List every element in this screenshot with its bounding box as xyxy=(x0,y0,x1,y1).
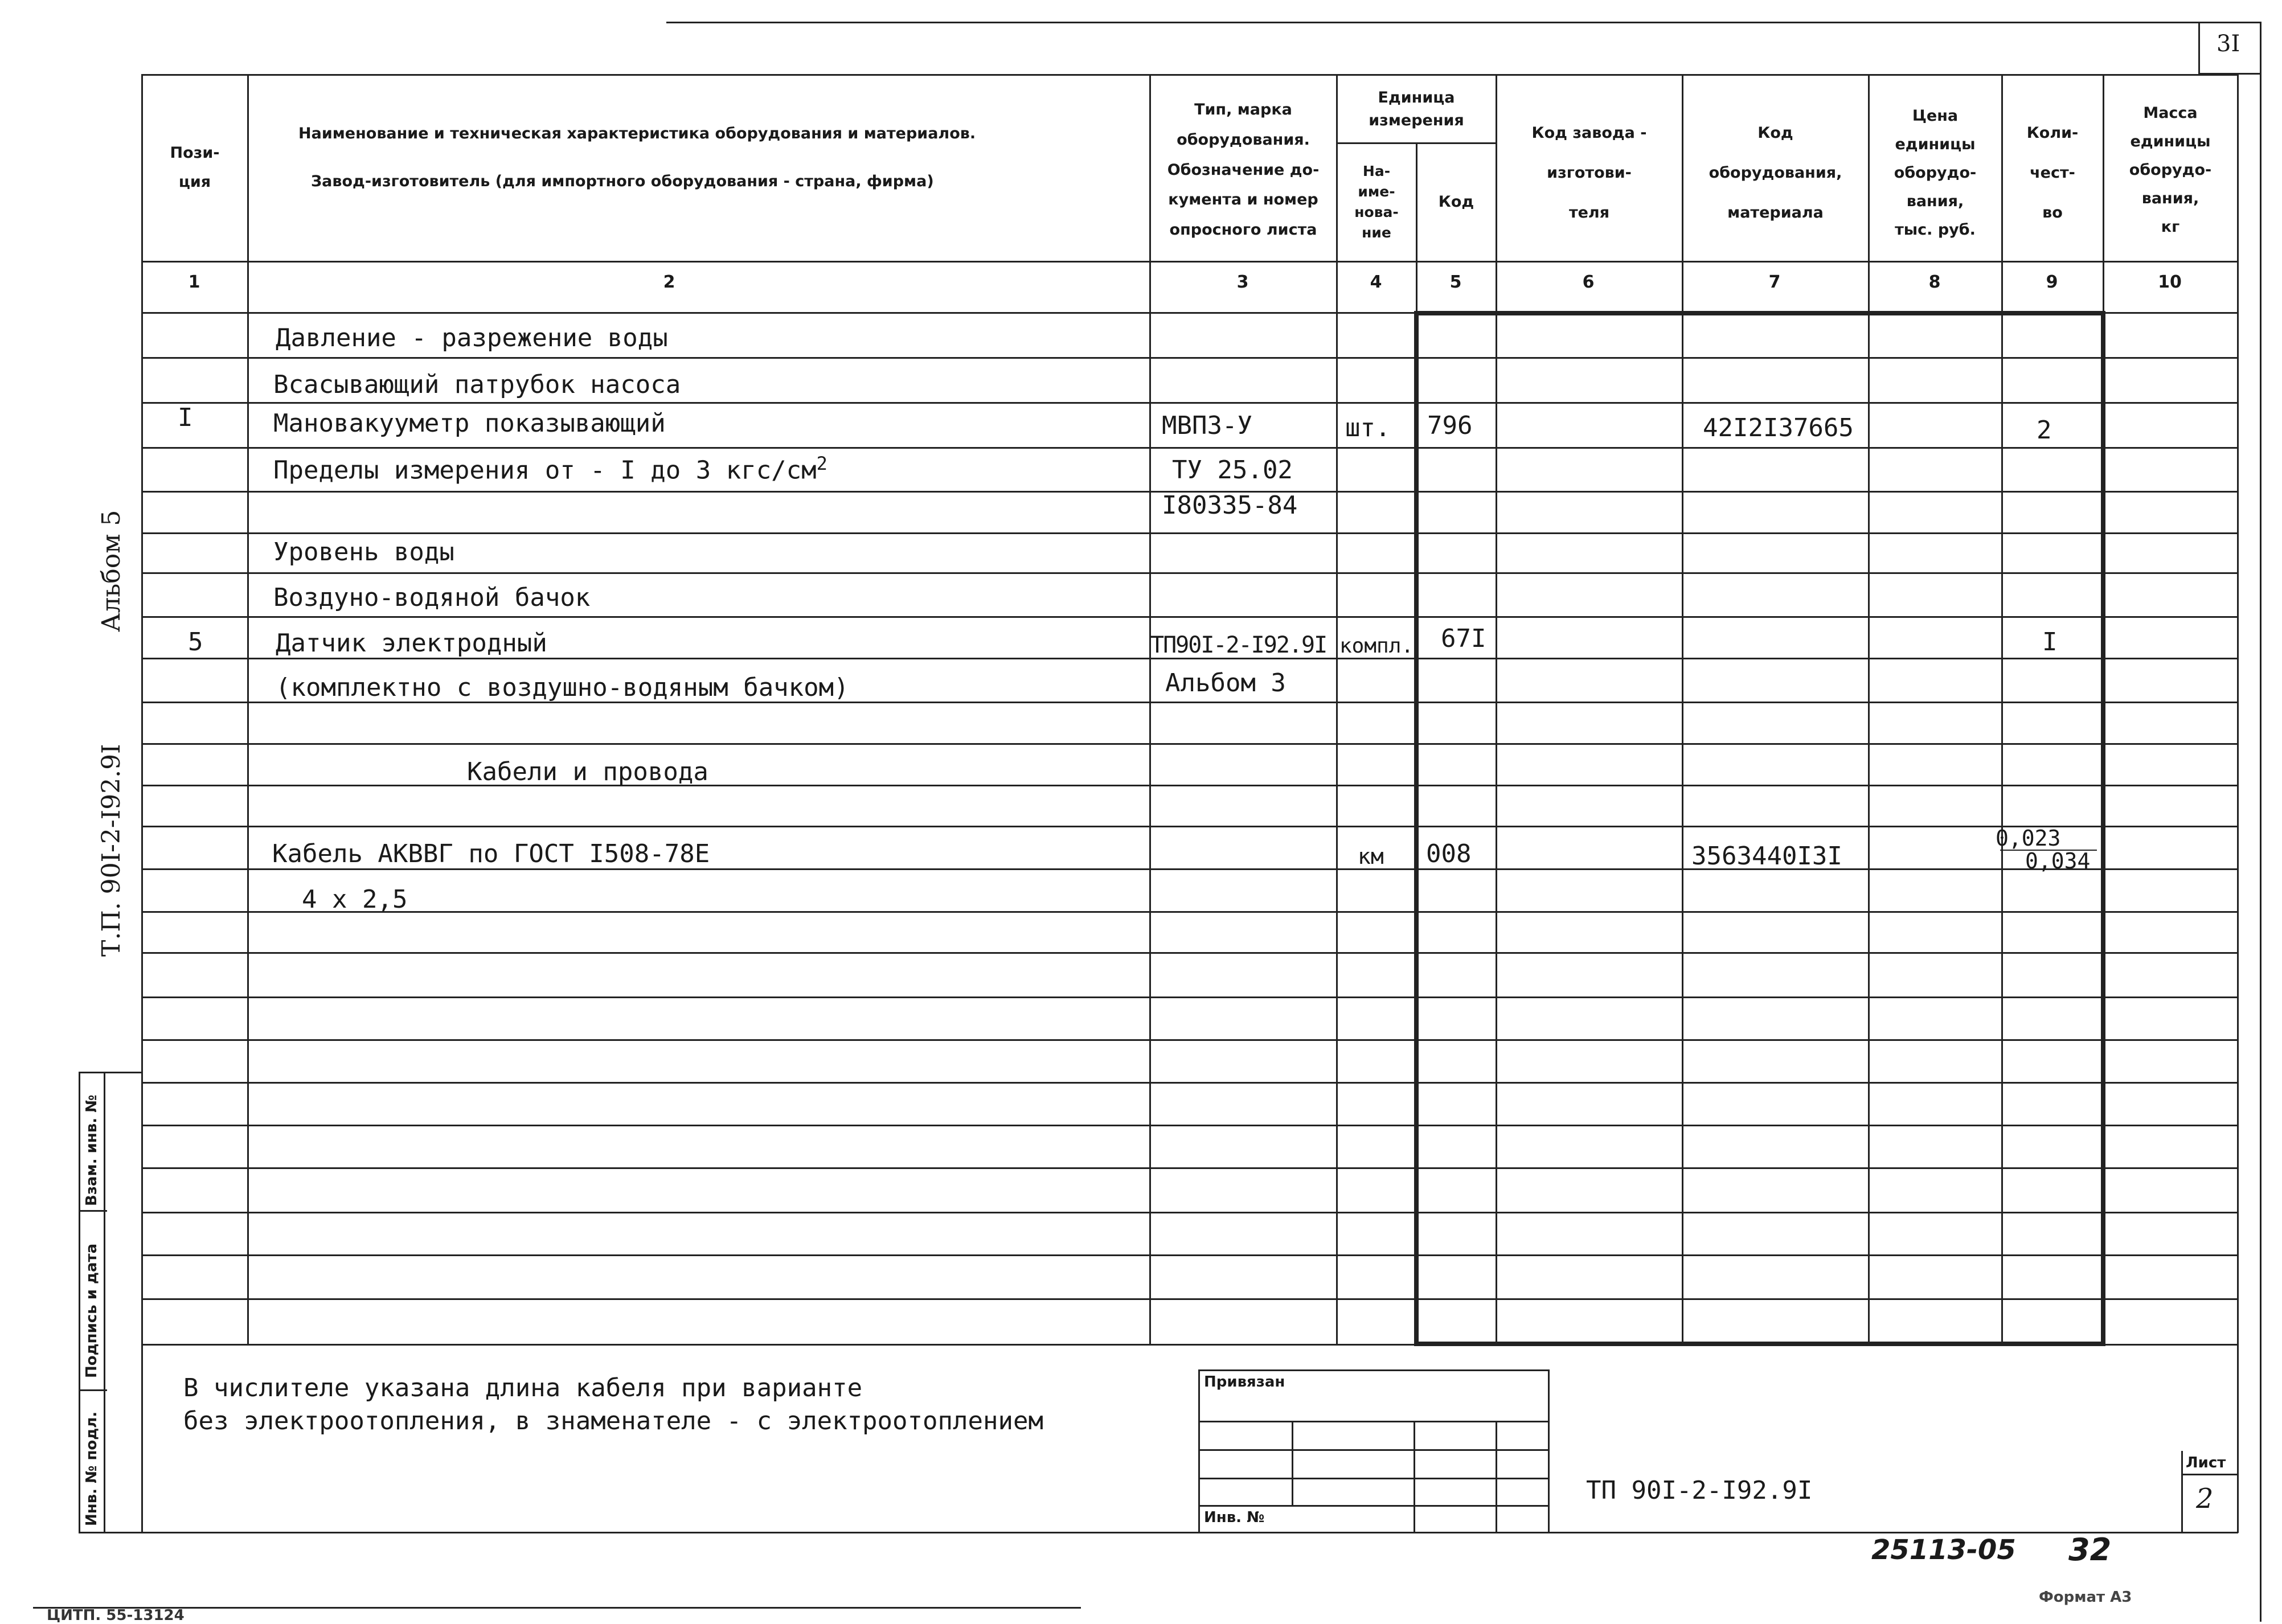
row-3-position: I xyxy=(178,403,193,432)
col-number-8: 8 xyxy=(1928,272,1941,292)
left-strip-outer xyxy=(79,1072,80,1533)
table-left-line xyxy=(141,74,143,1533)
thick-line-right xyxy=(2101,313,2105,1345)
table-right-line xyxy=(2237,74,2239,1533)
sheet-box-split xyxy=(2181,1474,2237,1475)
col-line-1 xyxy=(247,74,249,1345)
header-equip-code: Код оборудования, материала xyxy=(1709,124,1842,222)
left-strip-inner xyxy=(104,1072,105,1533)
row-line xyxy=(141,785,2238,786)
col-number-2: 2 xyxy=(663,272,675,292)
side-album-label: Альбом 5 xyxy=(97,510,126,632)
row-6-name: Уровень воды xyxy=(273,538,454,567)
col-line-8 xyxy=(2001,74,2003,1345)
col-line-6 xyxy=(1682,74,1683,1345)
row-2-name: Всасывающий патрубок насоса xyxy=(273,370,681,399)
bottom-border-line xyxy=(33,1607,1081,1609)
row-line xyxy=(141,1167,2238,1169)
header-type: Тип, марка оборудования. Обозначение до- кумента и номер опросного листа xyxy=(1167,101,1320,239)
body-bottom-line xyxy=(141,1344,2238,1346)
col-line-7 xyxy=(1868,74,1870,1345)
page-handwritten: 32 xyxy=(2068,1532,2112,1568)
col-number-5: 5 xyxy=(1449,272,1462,292)
top-border-line xyxy=(666,22,2261,23)
row-line xyxy=(141,1212,2238,1213)
row-11-unit-code: 008 xyxy=(1426,839,1472,868)
header-qty: Коли- чест- во xyxy=(2026,124,2079,222)
table-top-line xyxy=(141,74,2238,76)
col-number-4: 4 xyxy=(1370,272,1382,292)
format-label: Формат А3 xyxy=(2039,1589,2132,1606)
row-7-name: Воздуно-водяной бачок xyxy=(273,583,591,612)
sheet-corner-number: 3I xyxy=(2217,31,2240,57)
row-3-unit-code: 796 xyxy=(1427,411,1473,440)
row-8-name: Датчик электродный xyxy=(276,629,547,658)
row-line xyxy=(141,572,2238,574)
row-line xyxy=(141,1039,2238,1041)
row-3-qty: 2 xyxy=(2037,416,2052,445)
thick-line-left xyxy=(1414,313,1419,1345)
header-bottom-line xyxy=(141,261,2238,263)
tb-col1 xyxy=(1292,1421,1293,1506)
row-11-name: Кабель АКВВГ по ГОСТ I508-78Е xyxy=(272,839,710,868)
col-number-6: 6 xyxy=(1582,272,1595,292)
archive-number: 25113-05 xyxy=(1871,1534,2016,1566)
row-line xyxy=(141,1125,2238,1126)
left-strip-sep2 xyxy=(79,1389,107,1391)
header-price: Цена единицы оборудо- вания, тыс. руб. xyxy=(1894,107,1977,239)
document-code: ТП 90I-2-I92.9I xyxy=(1586,1476,1813,1505)
row-line xyxy=(141,743,2238,745)
row-11-unit: км xyxy=(1358,844,1384,869)
tb-col3 xyxy=(1496,1421,1497,1533)
corner-box-line xyxy=(2198,22,2200,73)
row-line xyxy=(141,402,2238,404)
col-line-5 xyxy=(1496,74,1497,1345)
attached-label: Привязан xyxy=(1204,1373,1285,1391)
row-line xyxy=(141,357,2238,359)
replaced-inv-label: Взам. инв. № xyxy=(83,1094,100,1206)
inv-no-label: Инв. № xyxy=(1204,1509,1265,1526)
row-8-type: ТП90I-2-I92.9I xyxy=(1150,632,1327,658)
col-number-1: 1 xyxy=(188,272,200,292)
row-line xyxy=(141,996,2238,998)
header-name-line2: Завод-изготовитель (для импортного оборудования - страна, фирма) xyxy=(311,173,934,191)
row-9-name: (комплектно с воздушно-водяным бачком) xyxy=(276,673,849,702)
header-unit-code: Код xyxy=(1438,193,1474,211)
row-1-name: Давление - разрежение воды xyxy=(276,323,668,352)
row-4-name-superscript: 2 xyxy=(816,453,827,474)
tb-left xyxy=(1198,1369,1200,1533)
row-line xyxy=(141,616,2238,618)
row-line xyxy=(141,532,2238,534)
sheet-box-left xyxy=(2181,1451,2183,1532)
table-bottom-line xyxy=(141,1532,2238,1533)
row-line xyxy=(141,868,2238,870)
row-line xyxy=(141,1298,2238,1300)
row-3-type: МВПЗ-У xyxy=(1162,411,1252,440)
row-11-qty-denominator: 0,034 xyxy=(2025,848,2091,873)
header-unit: Единица измерения xyxy=(1369,88,1464,129)
col-number-7: 7 xyxy=(1768,272,1781,292)
col-line-2 xyxy=(1149,74,1151,1345)
sheet-label: Лист xyxy=(2186,1454,2226,1471)
row-line xyxy=(141,447,2238,449)
header-unit-name: На- име- нова- ние xyxy=(1354,162,1399,241)
tb-top xyxy=(1198,1369,1549,1371)
row-4-type: ТУ 25.02 xyxy=(1172,456,1293,485)
tb-col2 xyxy=(1414,1421,1415,1533)
left-strip-bottom xyxy=(79,1532,141,1533)
right-border-line xyxy=(2260,22,2261,1622)
row-line xyxy=(141,952,2238,954)
row-4-name xyxy=(273,453,827,485)
note-line-1: В числителе указана длина кабеля при варианте xyxy=(183,1373,863,1402)
header-name-line1: Наименование и техническая характеристика оборудования и материалов. xyxy=(298,125,976,143)
col-number-3: 3 xyxy=(1236,272,1249,292)
row-4-name-text: Пределы измерения от - I до 3 кгс/см xyxy=(273,456,817,485)
row-8-unit-code: 67I xyxy=(1441,624,1486,653)
note-line-2: без электроотопления, в знаменателе - с электроотоплением xyxy=(183,1406,1043,1436)
row-3-unit: шт. xyxy=(1345,413,1391,442)
row-9-type: Альбом 3 xyxy=(1165,669,1286,698)
row-12-name: 4 х 2,5 xyxy=(302,885,408,914)
side-project-label: Т.П. 90I-2-I92.9I xyxy=(97,744,126,957)
tb-right xyxy=(1548,1369,1550,1533)
header-mass: Масса единицы оборудо- вания, кг xyxy=(2129,104,2212,236)
left-strip-sep1 xyxy=(79,1210,107,1212)
header-position: Пози- ция xyxy=(170,143,220,191)
col-line-3 xyxy=(1336,74,1338,1345)
row-line xyxy=(141,1082,2238,1084)
signature-date-label: Подпись и дата xyxy=(83,1243,100,1378)
left-strip-top xyxy=(79,1072,141,1073)
sheet-number: 2 xyxy=(2196,1483,2214,1515)
row-11-qty-numerator: 0,023 xyxy=(1996,826,2061,851)
row-8-qty: I xyxy=(2042,628,2058,657)
row-line xyxy=(141,826,2238,827)
row-8-unit: компл. xyxy=(1339,634,1414,658)
header-maker-code: Код завода - изготови- теля xyxy=(1531,124,1647,222)
row-3-equip-code: 42I2I37665 xyxy=(1703,413,1854,442)
row-3-name: Мановакууметр показывающий xyxy=(273,409,666,438)
col-number-9: 9 xyxy=(2046,272,2058,292)
row-line xyxy=(141,911,2238,913)
row-10-section-title: Кабели и провода xyxy=(467,757,708,786)
row-11-equip-code: 3563440I3I xyxy=(1691,842,1842,871)
col-number-10: 10 xyxy=(2158,272,2182,292)
thick-line-top xyxy=(1414,311,2105,315)
row-5-type: I80335-84 xyxy=(1162,491,1298,520)
row-8-position: 5 xyxy=(188,628,203,657)
inv-original-label: Инв. № подл. xyxy=(83,1411,100,1526)
printer-stamp: ЦИТП. 55-13124 xyxy=(47,1607,185,1624)
row-line xyxy=(141,1254,2238,1256)
